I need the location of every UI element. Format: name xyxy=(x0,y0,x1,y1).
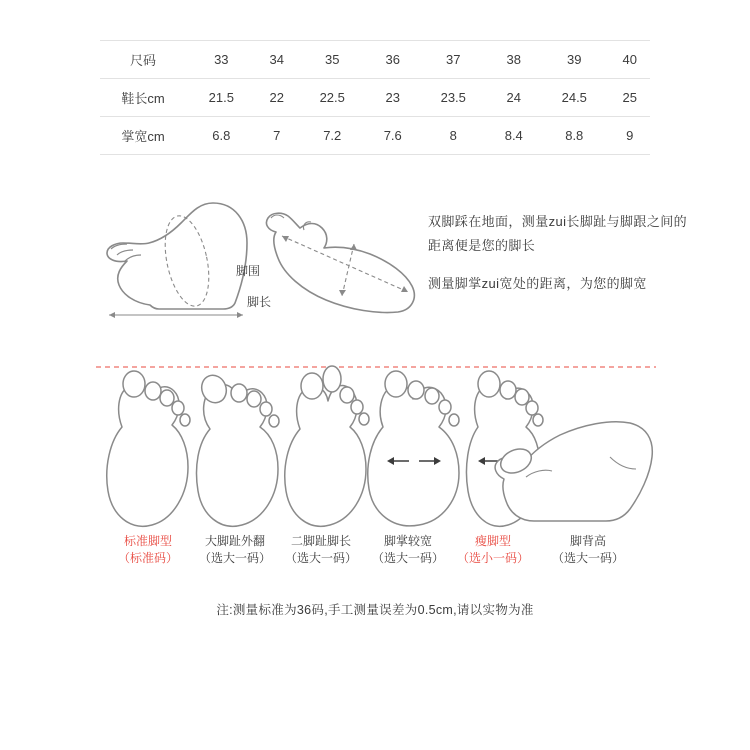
table-row xyxy=(100,117,650,155)
table-cell: 8.8 xyxy=(539,117,610,155)
size-table xyxy=(100,40,650,155)
table-cell: 21.5 xyxy=(186,79,257,117)
row-header: 尺码 xyxy=(100,41,186,79)
foot-type-standard-icon xyxy=(100,367,196,532)
table-cell: 25 xyxy=(610,79,650,117)
table-cell: 7.6 xyxy=(368,117,418,155)
foot-type-advice: （标准码） xyxy=(117,551,178,565)
foot-girth-label: 脚围 xyxy=(236,264,261,278)
table-cell: 7 xyxy=(257,117,297,155)
foot-type-advice: （选大一码） xyxy=(198,551,271,565)
table-cell: 23.5 xyxy=(418,79,489,117)
row-header: 掌宽cm xyxy=(100,117,186,155)
foot-type-name: 脚掌较宽 xyxy=(383,534,432,548)
table-cell: 22.5 xyxy=(297,79,368,117)
row-header: 鞋长cm xyxy=(100,79,186,117)
measure-instructions-section xyxy=(0,190,750,330)
table-cell: 34 xyxy=(257,41,297,79)
table-cell: 40 xyxy=(610,41,650,79)
foot-type-name: 脚背高 xyxy=(569,534,606,548)
foot-type-name: 瘦脚型 xyxy=(474,534,511,548)
foot-type-name: 二脚趾脚长 xyxy=(290,534,351,548)
table-cell: 23 xyxy=(368,79,418,117)
foot-length-side-label: 脚长 xyxy=(247,295,272,309)
foot-type-high-instep-icon xyxy=(490,417,665,537)
foot-type-advice: （选大一码） xyxy=(371,551,444,565)
table-cell: 36 xyxy=(368,41,418,79)
foot-type-name: 大脚趾外翻 xyxy=(204,534,265,548)
table-cell: 39 xyxy=(539,41,610,79)
table-cell: 38 xyxy=(489,41,539,79)
foot-top-view-icon xyxy=(258,200,428,320)
foot-type-caption xyxy=(533,533,643,567)
table-cell: 35 xyxy=(297,41,368,79)
foot-type-advice: （选小一码） xyxy=(456,551,529,565)
size-chart-table xyxy=(100,40,650,155)
table-cell: 37 xyxy=(418,41,489,79)
table-cell: 8 xyxy=(418,117,489,155)
measure-width-text: 测量脚掌zui宽处的距离，为您的脚宽 xyxy=(428,276,647,291)
foot-type-section xyxy=(0,355,750,585)
table-row xyxy=(100,79,650,117)
table-cell: 22 xyxy=(257,79,297,117)
table-row xyxy=(100,41,650,79)
table-cell: 33 xyxy=(186,41,257,79)
foot-type-long-second-toe-icon xyxy=(278,361,374,533)
foot-type-name: 标准脚型 xyxy=(123,534,172,548)
measurement-note: 注:测量标准为36码,手工测量误差为0.5cm,请以实物为准 xyxy=(216,603,534,617)
table-cell: 8.4 xyxy=(489,117,539,155)
table-cell: 9 xyxy=(610,117,650,155)
measure-length-text: 双脚踩在地面，测量zui长脚趾与脚跟之间的距离便是您的脚长 xyxy=(428,214,688,253)
table-cell: 24 xyxy=(489,79,539,117)
foot-type-advice: （选大一码） xyxy=(284,551,357,565)
table-cell: 6.8 xyxy=(186,117,257,155)
table-cell: 7.2 xyxy=(297,117,368,155)
foot-type-caption xyxy=(438,533,548,567)
foot-type-bunion-icon xyxy=(190,367,286,532)
foot-type-advice: （选大一码） xyxy=(551,551,624,565)
table-cell: 24.5 xyxy=(539,79,610,117)
